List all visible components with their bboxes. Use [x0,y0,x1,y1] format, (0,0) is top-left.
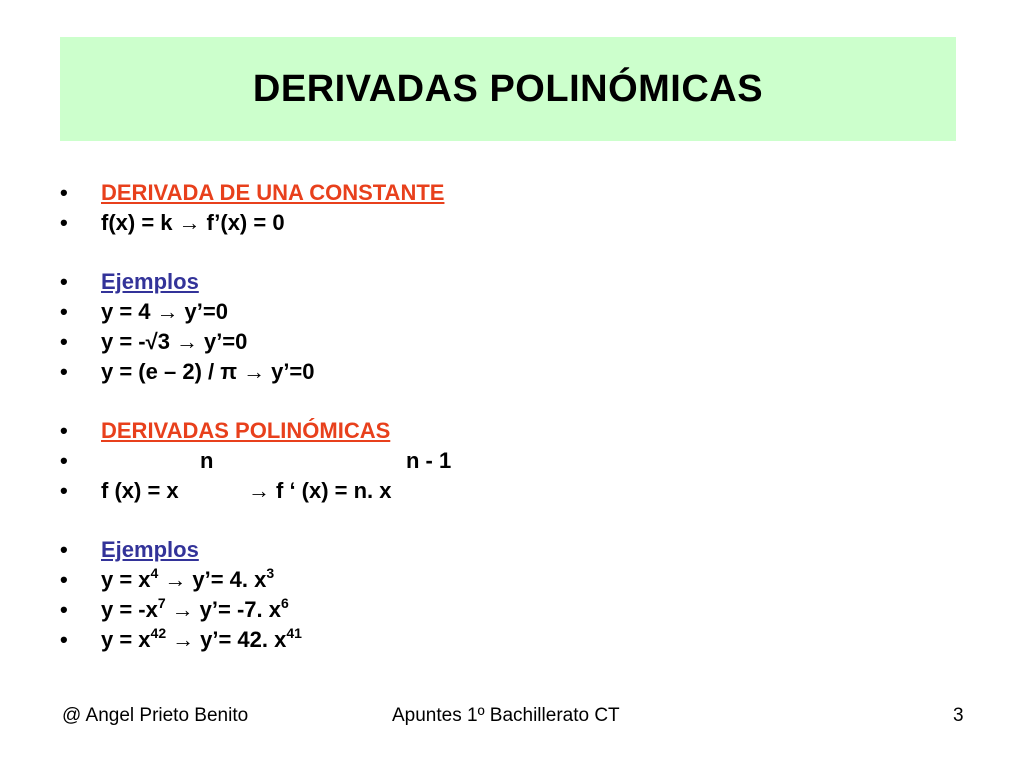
bullet: • [60,448,68,473]
list-item-example [60,595,960,625]
heading-polynomial: DERIVADAS POLINÓMICAS [101,418,391,443]
arrow-icon: → [243,359,266,384]
list-item-example [60,357,960,387]
examples-heading-2: Ejemplos [101,537,199,562]
bullet: • [60,627,68,652]
example-polynomial-3: $y = x^{42}$ → y’= 42. $x^{41}$ [101,625,302,652]
bullet: • [60,537,68,562]
footer-author: @ Angel Prieto Benito [62,705,249,726]
title-banner [60,37,956,141]
heading-constant: DERIVADA DE UNA CONSTANTE [101,180,445,205]
arrow-icon: → [172,627,195,652]
examples-heading: Ejemplos [101,269,199,294]
arrow-icon: → [175,329,198,354]
list-item-exponents [60,446,960,476]
list-item-examples-heading [60,535,960,565]
footer-page-number: 3 [953,705,964,726]
rule-polynomial-left: f (x) = x [101,478,179,503]
bullet: • [60,567,68,592]
bullet: • [60,299,68,324]
spacer [60,238,960,267]
slide-content [60,178,960,655]
list-item-rule-constant [60,208,960,238]
arrow-icon: → [164,567,187,592]
list-item-examples-heading [60,267,960,297]
bullet: • [60,597,68,622]
bullet: • [60,329,68,354]
arrow-icon: → [248,478,270,503]
footer-course: Apuntes 1º Bachillerato CT [392,705,620,726]
arrow-icon: → [156,299,179,324]
list-item-example [60,327,960,357]
spacer [60,506,960,535]
arrow-icon: → [178,210,201,235]
bullet: • [60,478,68,503]
bullet: • [60,210,68,235]
example-constant-1: y = 4 → y’=0 [101,299,228,324]
spacer [60,387,960,416]
page-title: DERIVADAS POLINÓMICAS [252,67,764,110]
rule-constant: f(x) = k → f’(x) = 0 [101,210,285,235]
example-polynomial-2: $y = -x^7$ → y’= -7. $x^6$ [101,595,289,622]
arrow-icon: → [171,597,194,622]
bullet: • [60,180,68,205]
list-item-heading-polynomial [60,416,960,446]
list-item-example [60,565,960,595]
bullet: • [60,359,68,384]
list-item-heading-constant [60,178,960,208]
example-polynomial-1: $y = x^4$ → y’= 4. $x^3$ [101,565,275,592]
rule-polynomial-right: → f ‘ (x) = n. x [242,476,392,506]
example-constant-2: y = -√3 → y’=0 [101,329,248,354]
list-item-example [60,625,960,655]
list-item-example [60,297,960,327]
exponent-n-minus-1: n - 1 [406,448,452,473]
exponent-n: n [200,448,214,473]
bullet: • [60,269,68,294]
example-constant-3: y = (e – 2) / π → y’=0 [101,359,315,384]
bullet: • [60,418,68,443]
list-item-rule-polynomial [60,476,960,506]
